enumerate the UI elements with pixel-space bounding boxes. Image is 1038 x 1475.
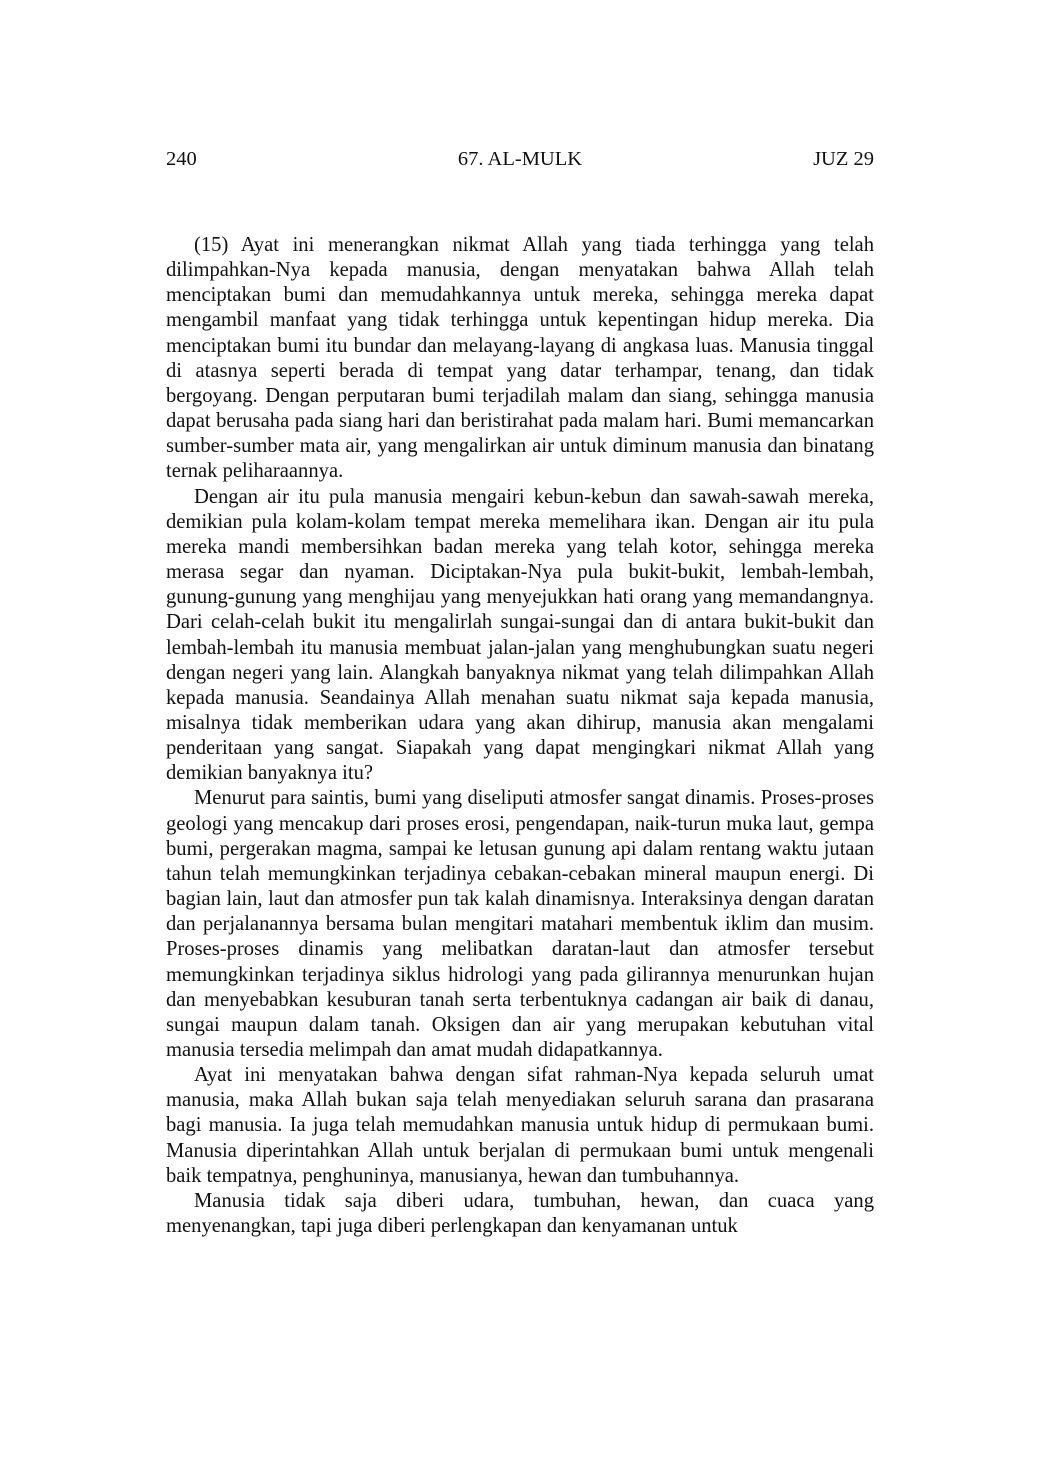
juz-label: JUZ 29	[813, 148, 874, 170]
paragraph: Dengan air itu pula manusia mengairi kebun-kebun dan sawah-sawah mereka, demikian pula kolam-kolam tempat mereka memelihara ikan. Dengan air itu pula mereka mandi membersihkan badan mereka yang telah kotor, sehingga mereka merasa segar dan nyaman. Diciptakan-Nya pula bukit-bukit, lembah-lembah, gunung-gunung yang menghijau yang menyejukkan hati orang yang memandangnya. Dari celah-celah bukit itu mengalirlah sungai-sungai dan di antara bukit-bukit dan lembah-lembah itu manusia membuat jalan-jalan yang menghubungkan suatu negeri dengan negeri yang lain. Alangkah banyaknya nikmat yang telah dilimpahkan Allah kepada manusia. Seandainya Allah menahan suatu nikmat saja kepada manusia, misalnya tidak memberikan udara yang akan dihirup, manusia akan mengalami penderitaan yang sangat. Siapakah yang dapat mengingkari nikmat Allah yang demikian banyaknya itu?	[166, 485, 874, 785]
body-text	[166, 233, 874, 1239]
surah-title: 67. AL-MULK	[457, 148, 583, 170]
paragraph: Menurut para saintis, bumi yang diseliputi atmosfer sangat dinamis. Proses-proses geologi yang mencakup dari proses erosi, pengendapan, naik-turun muka laut, gempa bumi, pergerakan magma, sampai ke letusan gunung api dalam rentang waktu jutaan tahun telah memungkinkan terjadinya cebakan-cebakan mineral maupun energi. Di bagian lain, laut dan atmosfer pun tak kalah dinamisnya. Interaksinya dengan daratan dan perjalanannya bersama bulan mengitari matahari membentuk iklim dan musim. Proses-proses dinamis yang melibatkan daratan-laut dan atmosfer tersebut memungkinkan terjadinya siklus hidrologi yang pada gilirannya menurunkan hujan dan menyebabkan kesuburan tanah serta terbentuknya cadangan air baik di danau, sungai maupun dalam tanah. Oksigen dan air yang merupakan kebutuhan vital manusia tersedia melimpah dan amat mudah didapatkannya.	[166, 787, 874, 1061]
paragraph: (15) Ayat ini menerangkan nikmat Allah yang tiada terhingga yang telah dilimpahkan-Nya kepada manusia, dengan menyatakan bahwa Allah telah menciptakan bumi dan memudahkannya untuk mereka, sehingga mereka dapat mengambil manfaat yang tidak terhingga untuk kepentingan hidup mereka. Dia menciptakan bumi itu bundar dan melayang-layang di angkasa luas. Manusia tinggal di atasnya seperti berada di tempat yang datar terhampar, tenang, dan tidak bergoyang. Dengan perputaran bumi terjadilah malam dan siang, sehingga manusia dapat berusaha pada siang hari dan beristirahat pada malam hari. Bumi memancarkan sumber-sumber mata air, yang mengalirkan air untuk diminum manusia dan binatang ternak peliharaannya.	[166, 234, 874, 483]
paragraph: Manusia tidak saja diberi udara, tumbuhan, hewan, dan cuaca yang menyenangkan, tapi juga diberi perlengkapan dan kenyamanan untuk	[166, 1189, 874, 1238]
page-number: 240	[166, 148, 197, 170]
running-header	[166, 146, 874, 172]
paragraph: Ayat ini menyatakan bahwa dengan sifat rahman-Nya kepada seluruh umat manusia, maka Allah bukan saja telah menyediakan seluruh sarana dan prasarana bagi manusia. Ia juga telah memudahkan manusia untuk hidup di permukaan bumi. Manusia diperintahkan Allah untuk berjalan di permukaan bumi untuk mengenali baik tempatnya, penghuninya, manusianya, hewan dan tumbuhannya.	[166, 1064, 874, 1187]
